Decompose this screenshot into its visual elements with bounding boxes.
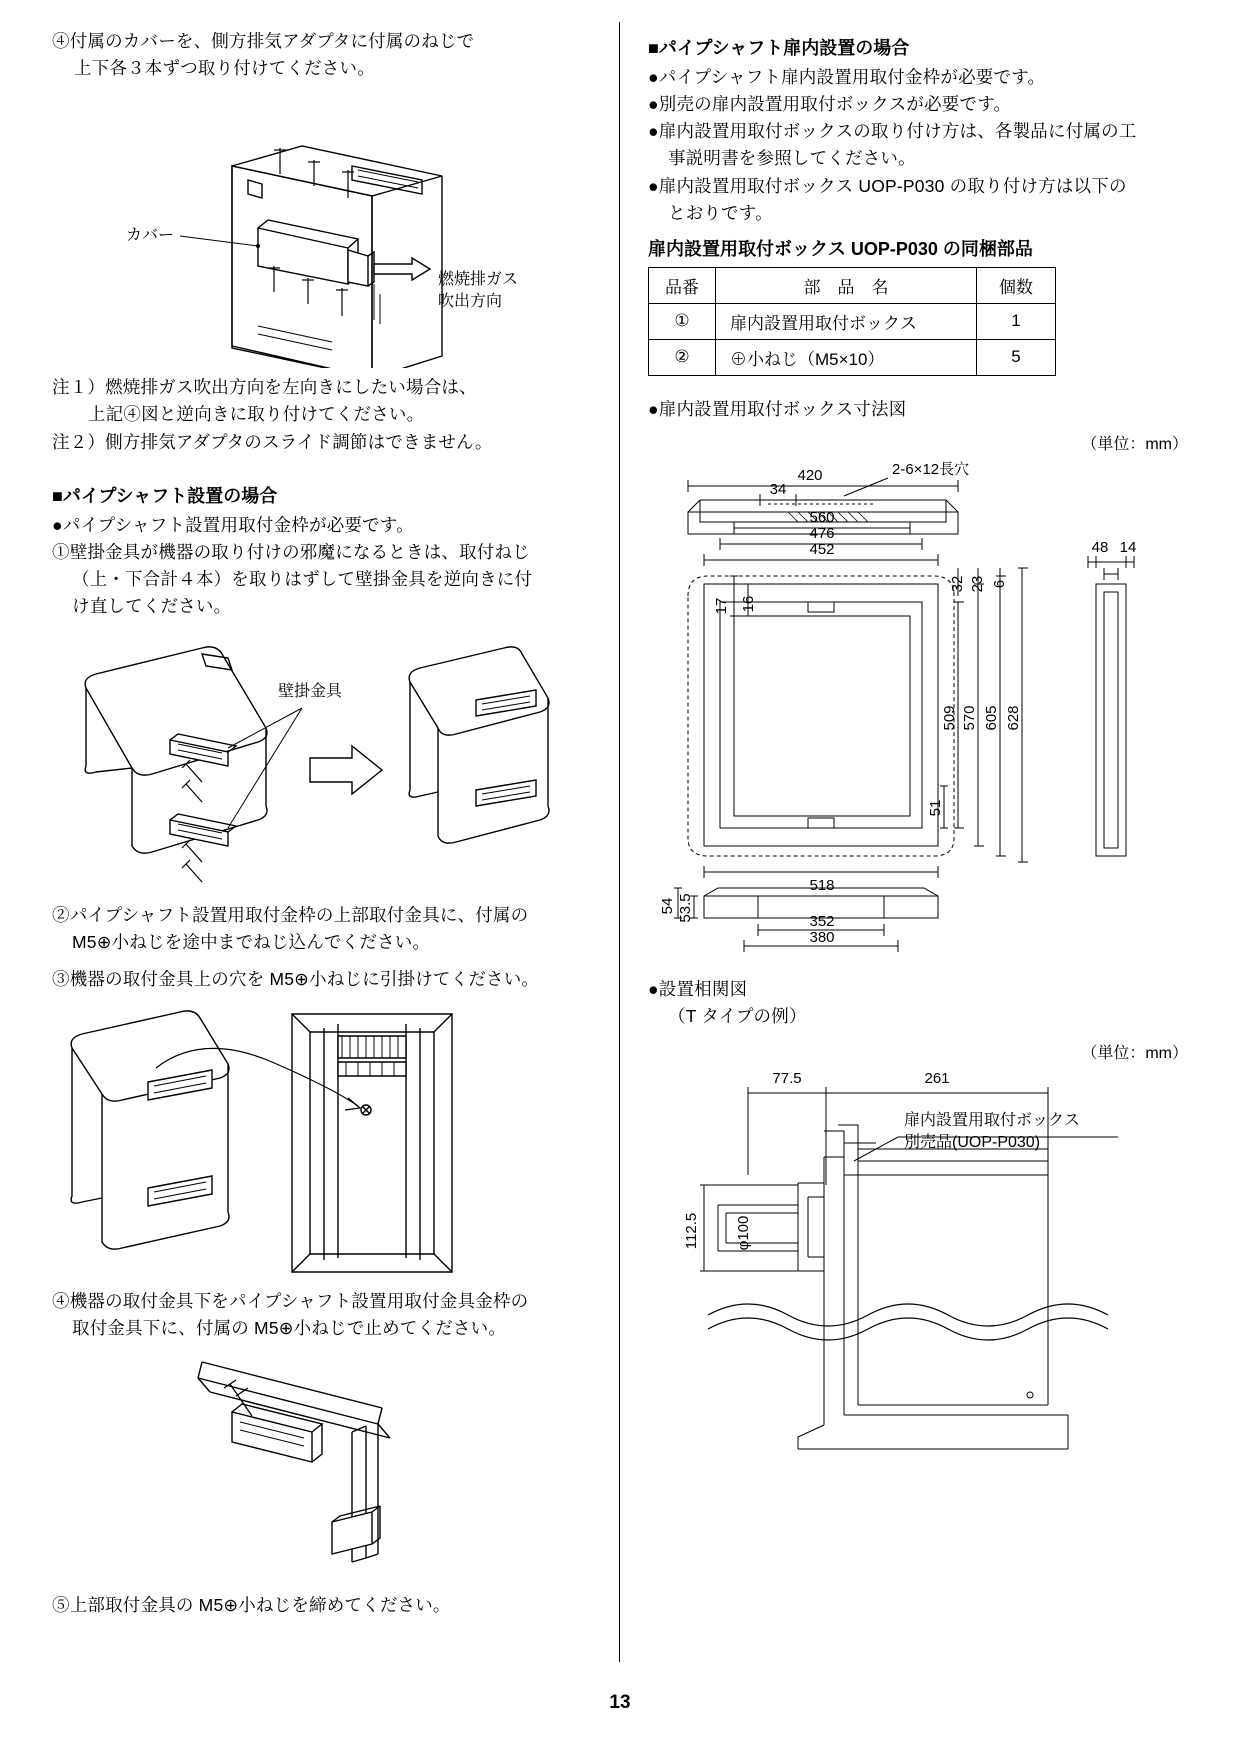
dim-380: 380 [809,928,835,946]
dim-628: 628 [1005,705,1022,731]
right-bullet-4-l2: とおりです。 [668,202,773,223]
step4-line2: 上下各３本ずつ取り付けてください。 [74,58,375,79]
figure-wall-bracket-reverse [52,624,582,892]
right-bullet-3-l2: 事説明書を参照してください。 [668,148,916,169]
fig1-cover-label: カバー [126,227,175,245]
fig1-exhaust-label-2: 吹出方向 [438,293,503,311]
figure-box-dimensions [648,456,1188,966]
right-column [648,28,1188,1465]
right-bullet-2-l1: ●別売の扉内設置用取付ボックスが必要です。 [648,94,1012,115]
rel-figure-unit: （単位：mm） [1081,1045,1188,1063]
dim-phi100: φ100 [735,1215,752,1251]
dim-6: 6 [991,579,1008,589]
step4b-line2: 取付金具下に、付属の M5⊕小ねじで止めてください。 [72,1317,507,1338]
left-column [52,28,582,1619]
dim-420: 420 [797,466,823,484]
step3-line1: ③機器の取付金具上の穴を M5⊕小ねじに引掛けてください。 [52,969,540,990]
step1-line1: ①壁掛金具が機器の取り付けの邪魔になるときは、取付ねじ [52,541,530,562]
fig2-wall-bracket-label: 壁掛金具 [278,683,343,701]
right-section-title: ■パイプシャフト扉内設置の場合 [648,38,910,58]
rel-callout-l1: 扉内設置用取付ボックス [904,1112,1080,1130]
cell-part-name: ⊕小ねじ（M5×10） [716,339,977,375]
dim-53-5: 53.5 [677,893,694,923]
dim-54: 54 [659,897,676,915]
cell-part-name: 扉内設置用取付ボックス [716,303,977,339]
dim-112-5: 112.5 [683,1212,700,1250]
step2-line1: ②パイプシャフト設置用取付金枠の上部取付金具に、付属の [52,905,529,926]
dim-509: 509 [941,705,958,731]
rel-figure-title-l1: ●設置相関図 [648,978,748,999]
rel-callout-l2: 別売品(UOP-P030) [904,1134,1041,1152]
note1-line1: 注１）燃焼排ガス吹出方向を左向きにしたい場合は、 [52,377,477,398]
dim-261: 261 [924,1070,950,1088]
dim-48: 48 [1091,538,1109,556]
figure-side-exhaust-cover [52,88,582,368]
dim-452: 452 [809,540,835,558]
dim-17: 17 [713,597,730,615]
rel-figure-title-l2: （T タイプの例） [668,1006,807,1026]
right-bullet-3-l1: ●扉内設置用取付ボックスの取り付け方は、各製品に付属の工 [648,121,1137,142]
step4b-line1: ④機器の取付金具下をパイプシャフト設置用取付金具金枠の [52,1290,529,1311]
dim-34: 34 [769,480,787,498]
column-divider [619,22,620,1662]
dim-518: 518 [809,876,835,894]
step1-line2: （上・下合計４本）を取りはずして壁掛金具を逆向きに付 [72,568,533,589]
left-section-title: ■パイプシャフト設置の場合 [52,485,278,506]
step2-line2: M5⊕小ねじを途中までねじ込んでください。 [72,932,431,953]
slot-callout: 2-6×12長穴 [892,460,970,478]
th-part-no: 品番 [649,267,716,303]
dim-14: 14 [1119,538,1137,556]
cell-qty: 1 [977,303,1056,339]
step1-line3: け直してください。 [72,596,232,616]
th-qty: 個数 [977,267,1056,303]
dim-figure-unit: （単位：mm） [1081,435,1188,453]
dim-16: 16 [740,595,757,613]
dim-560: 560 [809,508,835,526]
figure-lower-bracket-screw [52,1352,582,1582]
left-bullet-1: ●パイプシャフト設置用取付金枠が必要です。 [52,514,414,535]
parts-table [648,267,1056,376]
fig1-exhaust-label-1: 燃焼排ガス [438,271,519,289]
dim-32: 32 [949,575,966,593]
parts-table-title: 扉内設置用取付ボックス UOP-P030 の同梱部品 [648,238,1033,259]
dim-77-5: 77.5 [772,1070,802,1088]
note2-line1: 注２）側方排気アダプタのスライド調節はできません。 [52,431,493,452]
right-bullet-4-l1: ●扉内設置用取付ボックス UOP-P030 の取り付け方は以下の [648,175,1127,196]
cell-part-no: ② [649,339,716,375]
figure-hook-on-frame [52,1002,582,1282]
cell-part-no: ① [649,303,716,339]
table-row [649,339,1056,375]
table-header-row [649,267,1056,303]
dim-51: 51 [927,799,944,817]
dim-605: 605 [983,705,1000,731]
cell-qty: 5 [977,339,1056,375]
step5-line1: ⑤上部取付金具の M5⊕小ねじを締めてください。 [52,1594,451,1615]
figure-installation-relation [648,1065,1188,1465]
dim-570: 570 [961,705,978,731]
page-number: 13 [609,1692,631,1713]
step4-line1: ④付属のカバーを、側方排気アダプタに付属のねじで [52,31,475,51]
dim-figure-title: ●扉内設置用取付ボックス寸法図 [648,398,907,419]
note1-line2: 上記④図と逆向きに取り付けてください。 [88,404,425,425]
dim-476: 476 [809,524,835,542]
table-row [649,303,1056,339]
dim-23: 23 [969,575,986,593]
dim-352: 352 [809,912,835,930]
right-bullet-1-l1: ●パイプシャフト扉内設置用取付金枠が必要です。 [648,67,1046,87]
th-part-name: 部 品 名 [716,267,977,303]
